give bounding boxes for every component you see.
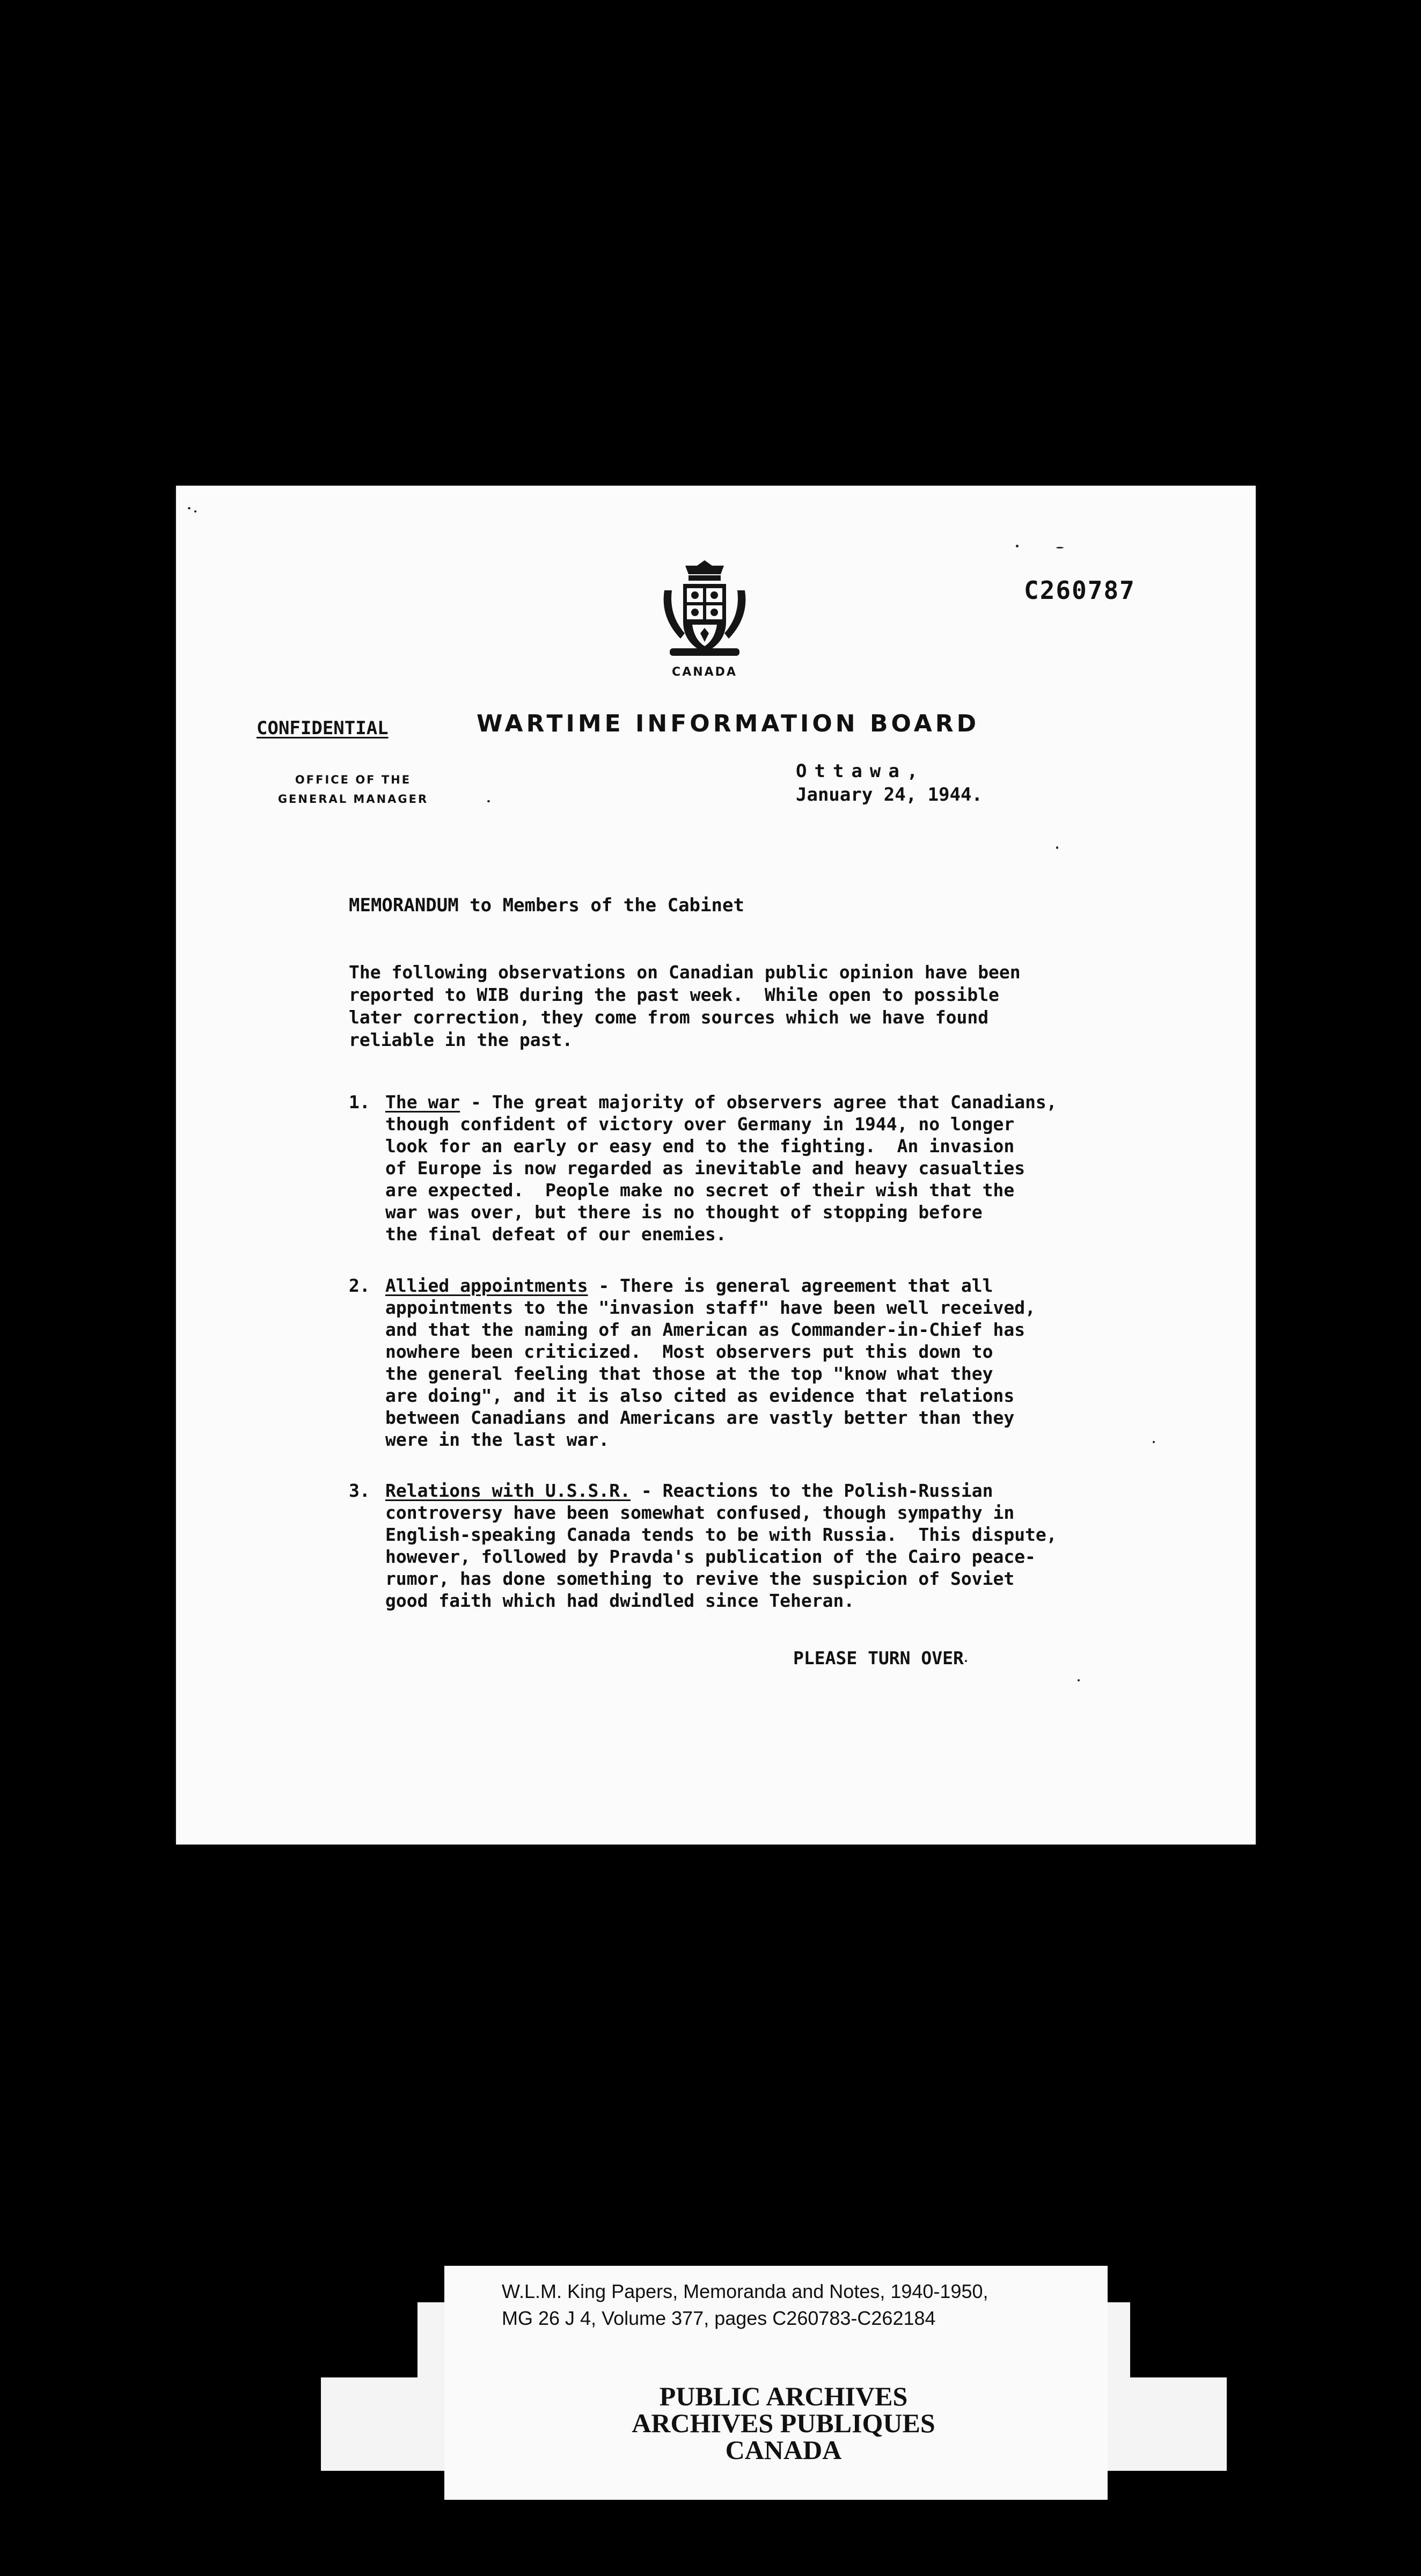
item-line: and that the naming of an American as Commander-in-Chief has bbox=[385, 1319, 1026, 1340]
item-line: though confident of victory over Germany in 1944, no longer bbox=[385, 1114, 1015, 1135]
intro-paragraph bbox=[349, 961, 1100, 1051]
office-line-2: GENERAL MANAGER bbox=[277, 793, 429, 806]
office-block bbox=[257, 770, 450, 809]
speck bbox=[487, 800, 490, 802]
speck bbox=[1078, 1679, 1080, 1681]
item-line: controversy have been somewhat confused, though sympathy in bbox=[385, 1502, 1015, 1523]
speck bbox=[1056, 846, 1058, 849]
speck bbox=[194, 510, 196, 513]
date-line: January 24, 1944. bbox=[796, 784, 983, 806]
intro-line: later correction, they come from sources which we have found bbox=[349, 1007, 989, 1028]
item-line: war was over, but there is no thought of stopping before bbox=[385, 1202, 983, 1223]
item-body bbox=[385, 1480, 1126, 1612]
archive-citation bbox=[502, 2278, 988, 2332]
memo-item-2 bbox=[349, 1275, 1127, 1457]
item-number: 1. bbox=[349, 1092, 370, 1113]
item-first-line-rest: - The great majority of observers agree that Canadians, bbox=[460, 1092, 1057, 1113]
item-line: the final defeat of our enemies. bbox=[385, 1224, 727, 1245]
turn-over-note: PLEASE TURN OVER bbox=[793, 1648, 964, 1668]
item-line: English-speaking Canada tends to be with Russia. This dispute, bbox=[385, 1524, 1057, 1545]
speck bbox=[1056, 547, 1064, 548]
item-heading: The war bbox=[385, 1092, 460, 1113]
item-heading: Relations with U.S.S.R. bbox=[385, 1480, 631, 1501]
citation-line-1: W.L.M. King Papers, Memoranda and Notes, 1940-1950, bbox=[502, 2280, 988, 2302]
place-date-block bbox=[796, 759, 983, 807]
memo-item-1 bbox=[349, 1091, 1127, 1252]
item-line: the general feeling that those at the top "know what they bbox=[385, 1363, 993, 1384]
archives-line-2: ARCHIVES PUBLIQUES bbox=[632, 2408, 935, 2438]
citation-line-2: MG 26 J 4, Volume 377, pages C260783-C262184 bbox=[502, 2307, 936, 2329]
intro-line: reported to WIB during the past week. While open to possible bbox=[349, 984, 999, 1005]
place-line: Ottawa, bbox=[796, 760, 926, 782]
item-line: between Canadians and Americans are vastly better than they bbox=[385, 1407, 1015, 1428]
item-number: 3. bbox=[349, 1480, 370, 1501]
item-line: rumor, has done something to revive the suspicion of Soviet bbox=[385, 1568, 1015, 1589]
canada-coat-of-arms-icon bbox=[659, 558, 750, 660]
item-line: are expected. People make no secret of their wish that the bbox=[385, 1180, 1015, 1201]
archives-line-3: CANADA bbox=[725, 2435, 842, 2465]
document-number: C260787 bbox=[1024, 576, 1136, 605]
intro-line: reliable in the past. bbox=[349, 1029, 573, 1050]
speck bbox=[1016, 545, 1019, 547]
crest-caption: CANADA bbox=[672, 665, 737, 679]
item-body bbox=[385, 1091, 1126, 1245]
item-first-line bbox=[385, 1480, 1126, 1502]
classification-label: CONFIDENTIAL bbox=[257, 718, 389, 739]
document-page bbox=[176, 486, 1256, 1845]
archives-stamp bbox=[504, 2383, 1063, 2463]
item-first-line bbox=[385, 1091, 1126, 1113]
item-line: look for an early or easy end to the fighting. An invasion bbox=[385, 1136, 1015, 1157]
item-line: are doing", and it is also cited as evidence that relations bbox=[385, 1385, 1015, 1406]
archive-label-notch-left bbox=[321, 2302, 417, 2377]
archives-line-1: PUBLIC ARCHIVES bbox=[659, 2381, 908, 2411]
archive-label-notch-right bbox=[1130, 2302, 1227, 2377]
item-heading: Allied appointments bbox=[385, 1275, 588, 1296]
speck bbox=[1153, 1441, 1155, 1443]
intro-line: The following observations on Canadian public opinion have been bbox=[349, 962, 1021, 983]
item-first-line-rest: - Reactions to the Polish-Russian bbox=[630, 1480, 993, 1501]
speck bbox=[965, 1660, 967, 1662]
item-body bbox=[385, 1275, 1126, 1451]
item-first-line bbox=[385, 1275, 1126, 1297]
item-line: appointments to the "invasion staff" have been well received, bbox=[385, 1297, 1036, 1318]
office-line-1: OFFICE OF THE bbox=[295, 773, 412, 786]
memo-item-3 bbox=[349, 1480, 1127, 1619]
speck bbox=[188, 507, 191, 509]
item-line: were in the last war. bbox=[385, 1429, 610, 1450]
item-number: 2. bbox=[349, 1275, 370, 1296]
item-first-line-rest: - There is general agreement that all bbox=[588, 1275, 993, 1296]
item-line: of Europe is now regarded as inevitable and heavy casualties bbox=[385, 1158, 1026, 1179]
memo-heading: MEMORANDUM to Members of the Cabinet bbox=[349, 895, 744, 916]
item-line: good faith which had dwindled since Teheran. bbox=[385, 1590, 855, 1611]
item-line: nowhere been criticized. Most observers put this down to bbox=[385, 1341, 993, 1362]
letterhead-title: WARTIME INFORMATION BOARD bbox=[477, 710, 980, 737]
item-line: however, followed by Pravda's publication of the Cairo peace- bbox=[385, 1546, 1036, 1567]
